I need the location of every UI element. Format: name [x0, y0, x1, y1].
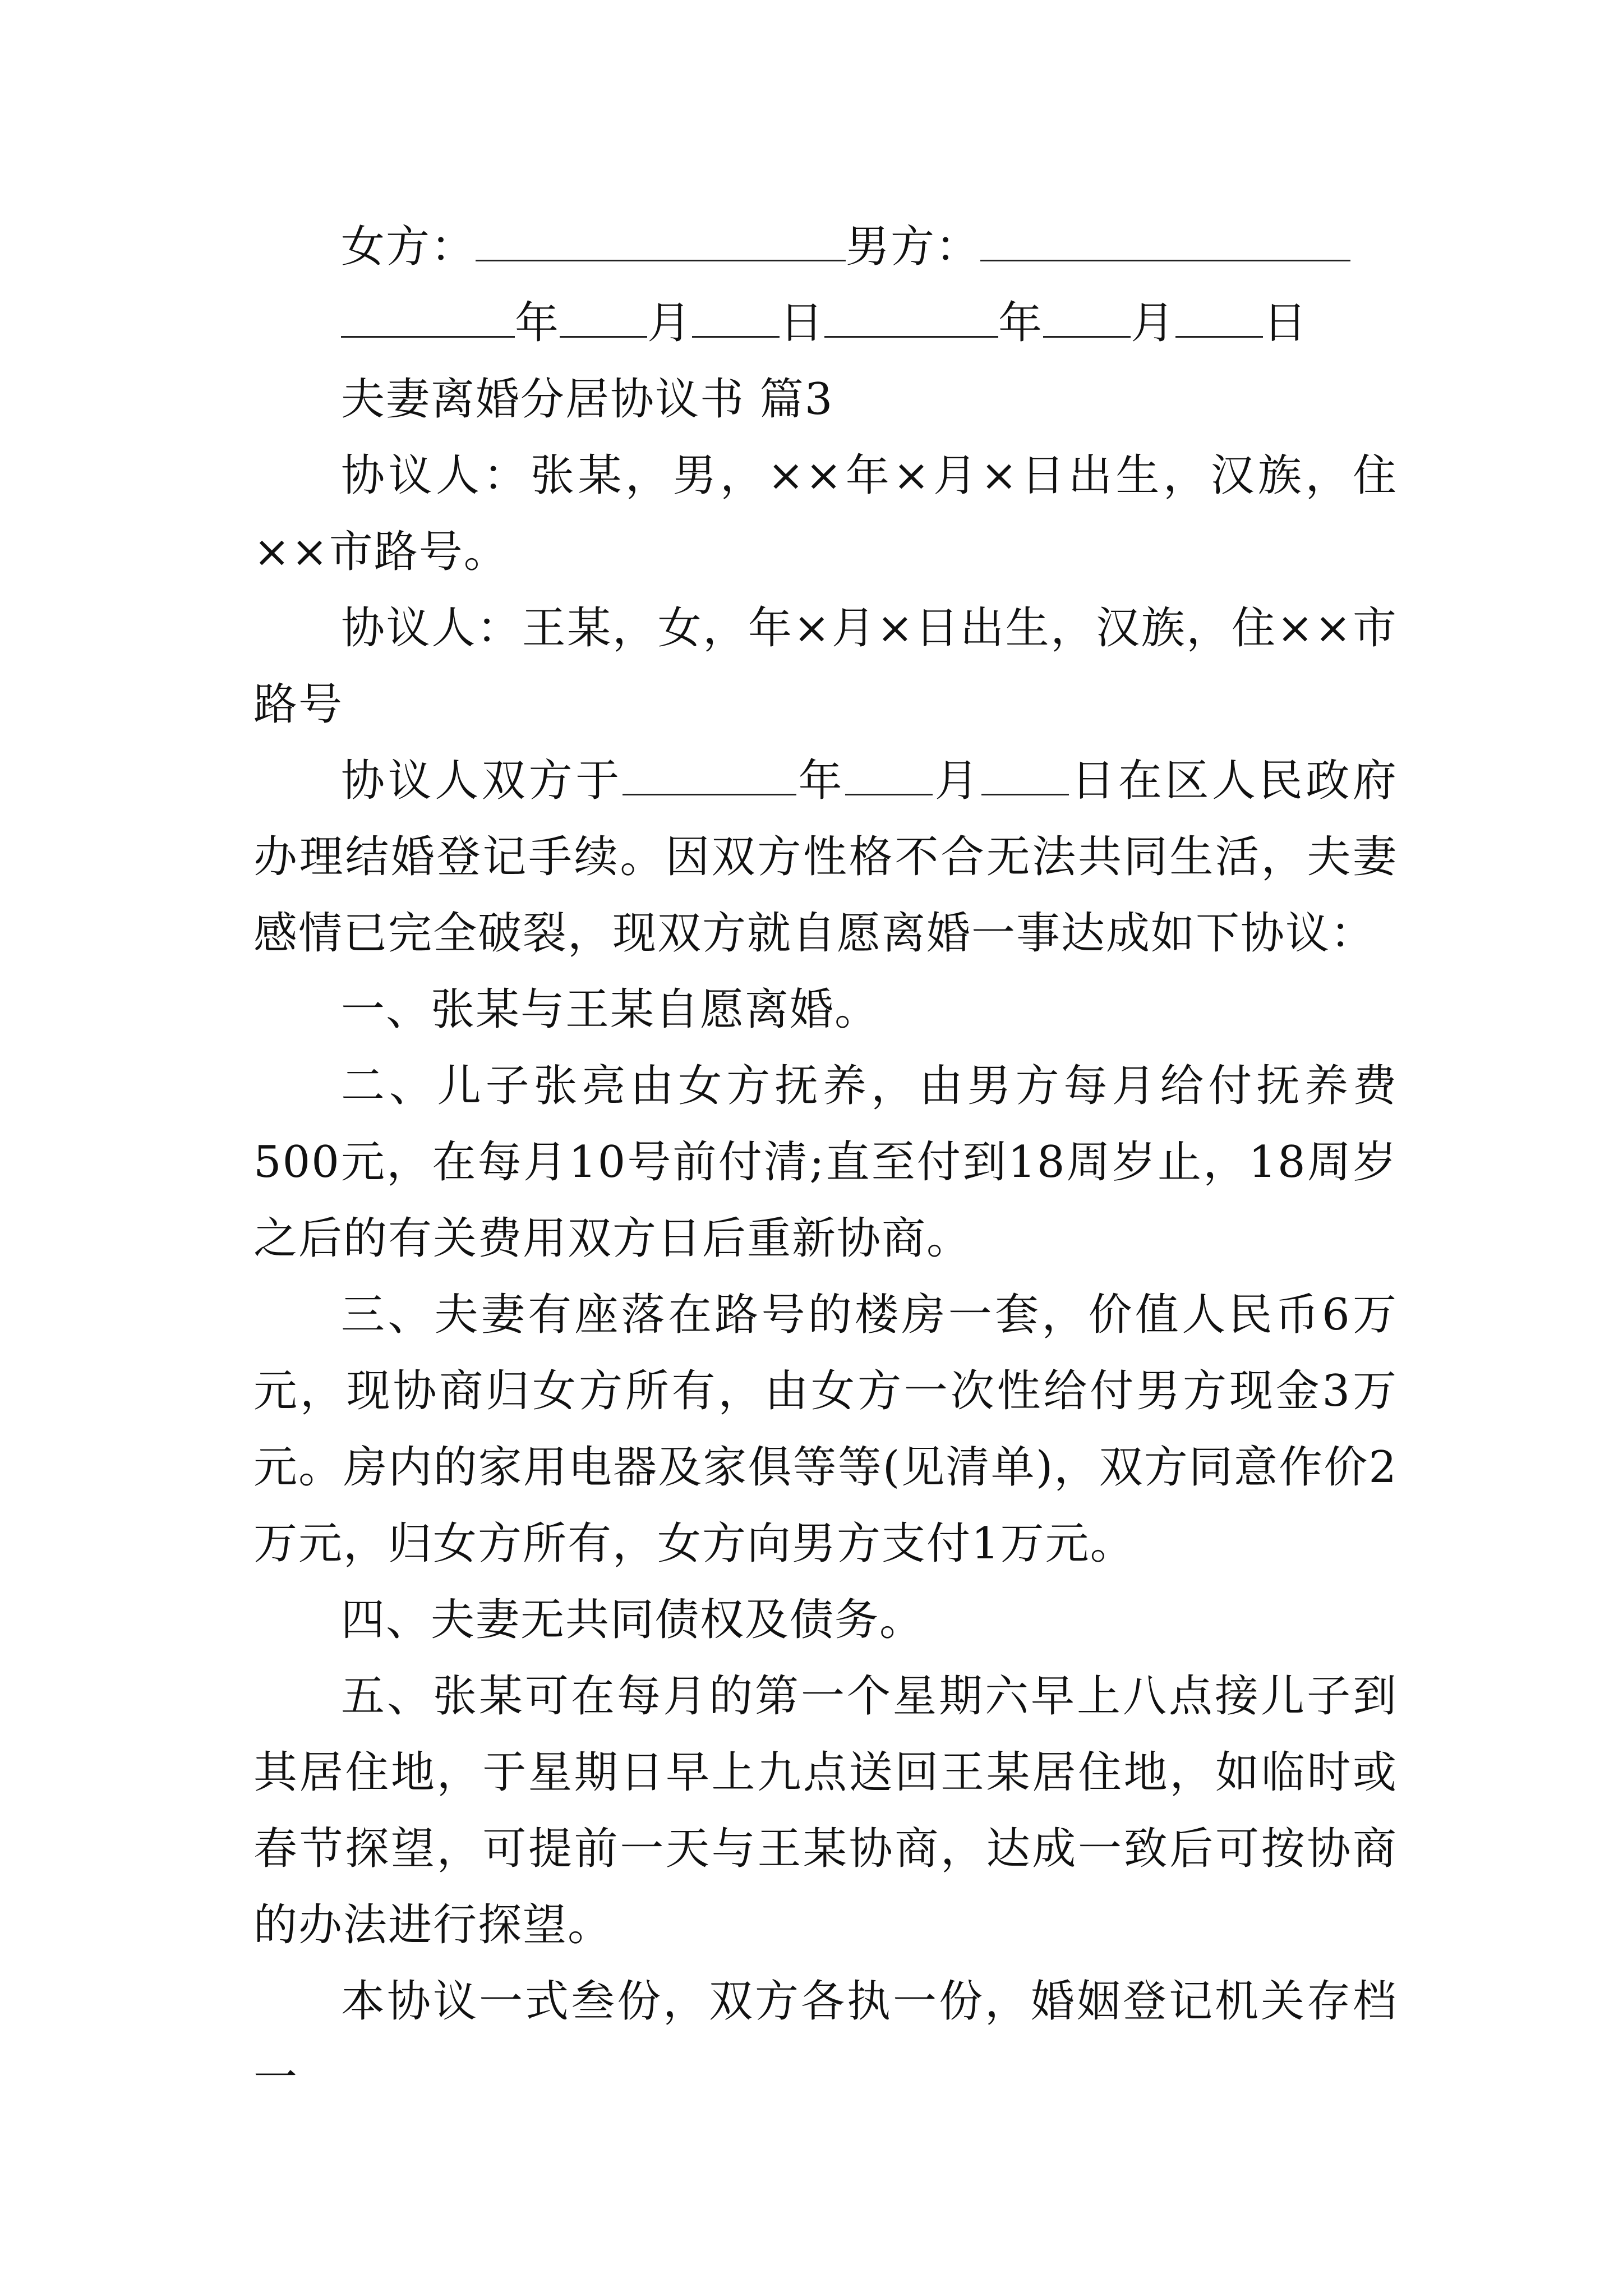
month-label-2: 月 [1131, 298, 1176, 348]
day-blank-2 [1175, 299, 1263, 338]
clause-4: 四、夫妻无共同债权及债务。 [341, 1595, 925, 1645]
female-signature-label: 女方： [341, 222, 476, 272]
party-1-info: 协议人：张某，男，××年×月×日出生，汉族，住××市路号。 [253, 450, 1398, 577]
section-title: 夫妻离婚分居协议书 篇3 [341, 374, 834, 425]
intro-year-label: 年 [796, 756, 846, 806]
marriage-month-blank [845, 757, 933, 795]
year-blank-1 [341, 299, 515, 338]
intro-month-label: 月 [933, 756, 982, 806]
day-label-1: 日 [780, 298, 825, 348]
month-blank-1 [560, 299, 647, 338]
marriage-day-blank [981, 757, 1069, 795]
female-signature-blank [476, 223, 846, 261]
year-label-1: 年 [515, 298, 560, 348]
day-label-2: 日 [1263, 298, 1308, 348]
male-signature-blank [980, 223, 1350, 261]
clause-1: 一、张某与王某自愿离婚。 [341, 984, 880, 1035]
clause-5: 五、张某可在每月的第一个星期六早上八点接儿子到其居住地，于星期日早上九点送回王某居住地，如临时或春节探望，可提前一天与王某协商，达成一致后可按协商的办法进行探望。 [253, 1671, 1398, 1950]
intro-suffix: 日在区人民政府办理结婚登记手续。因双方性格不合无法共同生活，夫妻感情已完全破裂，现双方就自愿离婚一事达成如下协议： [253, 756, 1398, 959]
month-blank-2 [1043, 299, 1131, 338]
clause-2: 二、儿子张亮由女方抚养，由男方每月给付抚养费500元，在每月10号前付清;直至付到18周岁止，18周岁之后的有关费用双方日后重新协商。 [253, 1061, 1398, 1264]
clause-3: 三、夫妻有座落在路号的楼房一套，价值人民币6万元，现协商归女方所有，由女方一次性给付男方现金3万元。房内的家用电器及家俱等等(见清单)，双方同意作价2万元，归女方所有，女方向男方支付1万元。 [253, 1290, 1398, 1569]
party-2-info: 协议人：王某，女，年×月×日出生，汉族，住××市路号 [253, 603, 1398, 730]
intro-paragraph [253, 743, 1398, 972]
document-body [253, 209, 1398, 2116]
male-signature-label: 男方： [846, 222, 981, 272]
year-label-2: 年 [998, 298, 1044, 348]
day-blank-1 [692, 299, 780, 338]
date-line [253, 285, 1398, 361]
intro-prefix: 协议人双方于 [341, 756, 623, 806]
marriage-year-blank [623, 757, 796, 795]
closing-paragraph: 本协议一式叁份，双方各执一份，婚姻登记机关存档一 [253, 1976, 1398, 2103]
year-blank-2 [824, 299, 998, 338]
signature-line [253, 209, 1398, 285]
month-label-1: 月 [647, 298, 693, 348]
